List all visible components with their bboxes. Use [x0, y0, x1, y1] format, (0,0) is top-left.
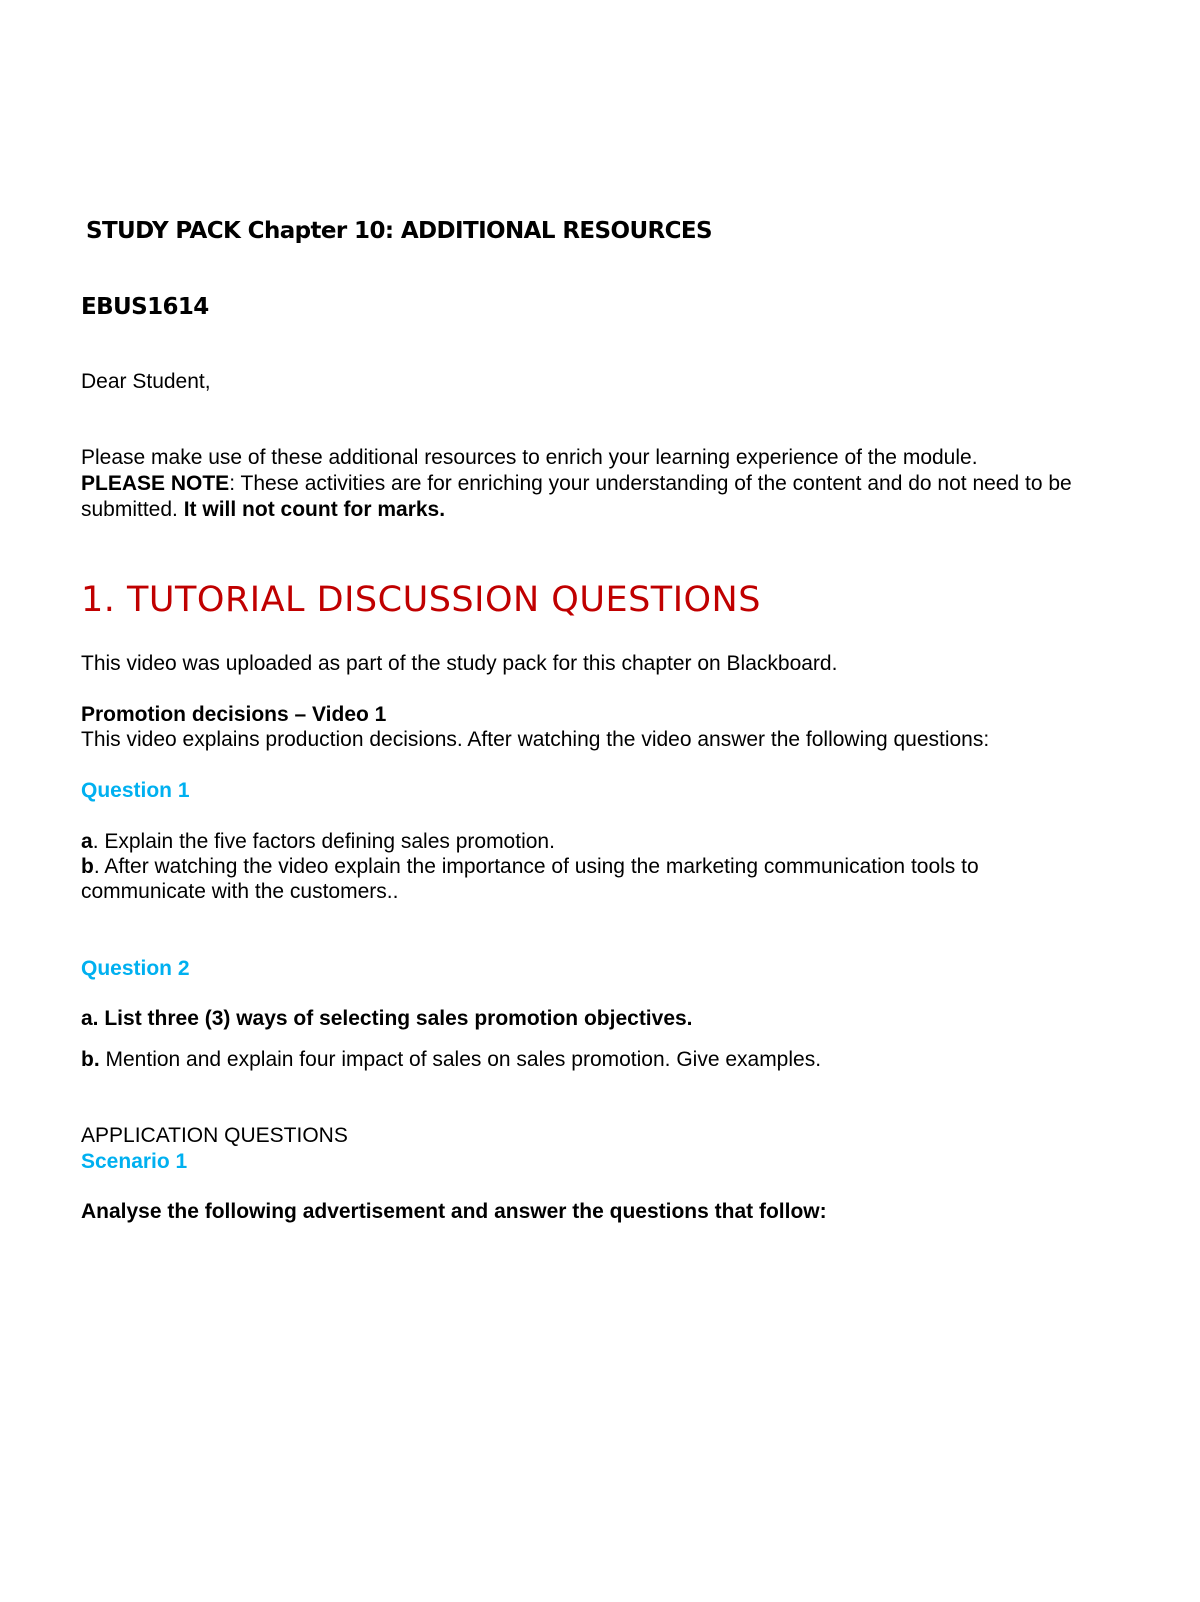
greeting: Dear Student,	[81, 370, 211, 393]
section-title: 1. TUTORIAL DISCUSSION QUESTIONS	[81, 580, 761, 620]
note-bold: It will not count for marks.	[183, 498, 446, 521]
scenario-instruction: Analyse the following advertisement and answer the questions that follow:	[81, 1200, 827, 1223]
module-code: EBUS1614	[81, 294, 209, 320]
video-intro: This video was uploaded as part of the study pack for this chapter on Blackboard.	[81, 652, 838, 675]
note-cont: submitted.	[81, 498, 184, 521]
question-1a-text: . Explain the five factors defining sales promotion.	[92, 830, 555, 853]
application-heading: APPLICATION QUESTIONS	[81, 1124, 348, 1147]
note-line	[81, 471, 1072, 497]
question-2a: a. List three (3) ways of selecting sales promotion objectives.	[81, 1007, 693, 1030]
question-2-heading: Question 2	[81, 957, 190, 980]
question-1-heading: Question 1	[81, 779, 190, 802]
note-continuation	[81, 497, 445, 523]
question-1b-text: . After watching the video explain the importance of using the marketing communication tools to	[93, 855, 979, 878]
document-title: STUDY PACK Chapter 10: ADDITIONAL RESOURCES	[86, 218, 712, 244]
question-2b-label: b.	[81, 1048, 100, 1071]
question-1b-label: b	[81, 855, 94, 878]
video-title: Promotion decisions – Video 1	[81, 703, 387, 726]
question-1b	[81, 854, 979, 880]
intro-line: Please make use of these additional resources to enrich your learning experience of the module.	[81, 446, 978, 469]
question-2b-text: Mention and explain four impact of sales on sales promotion. Give examples.	[99, 1048, 822, 1071]
question-1b-continuation: communicate with the customers..	[81, 880, 399, 903]
question-1a-label: a	[81, 830, 93, 853]
video-description: This video explains production decisions. After watching the video answer the following questions:	[81, 728, 990, 751]
question-1a	[81, 829, 555, 855]
scenario-heading: Scenario 1	[81, 1150, 188, 1173]
note-text: : These activities are for enriching your understanding of the content and do not need to be	[229, 472, 1072, 495]
question-2b	[81, 1047, 821, 1073]
note-label: PLEASE NOTE	[81, 472, 230, 495]
